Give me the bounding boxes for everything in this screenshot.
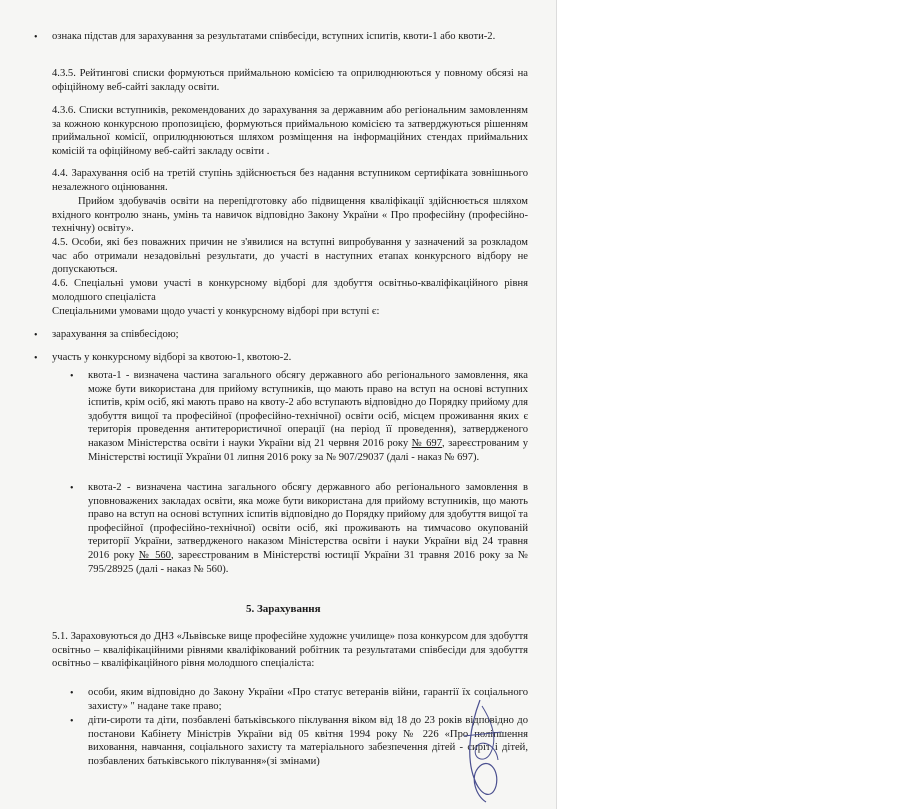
list-item-veterans: особи, яким відповідно до Закону України «Про статус ветеранів війни, гарантії їх соціального захисту» " надане таке право; (88, 687, 528, 712)
quota-2-text: квота-2 - визначена частина загального обсягу державного або регіонального замовлення в уповноважених закладах освіти, яка може бути використана для прийому вступників, що мають право на вступ на основі вступних іспитів відповідно до Порядку прийому для здобуття вищої та професійної (професійно-технічної) освіти осіб, які проживають на тимчасово окупованій території України, затвердженого наказом Міністерства освіти і науки України від 24 травня 2016 року (88, 482, 528, 561)
order-560-link[interactable]: № 560 (138, 549, 171, 561)
quota-1-text-end: , зареєстрованим у Міністерстві юстиції України 01 липня 2016 року за № 907/29037 (далі - наказ № 697). (88, 437, 528, 463)
quota-2-text-end: , зареєстрованим в Міністерстві юстиції України 31 травня 2016 року за № 795/28925 (далі - наказ № 560). (88, 549, 528, 575)
list-item-quota: участь у конкурсному відборі за квотою-1, квотою-2. (52, 352, 292, 363)
handwritten-signature (452, 696, 512, 806)
bullet-dot: • (34, 353, 38, 364)
bullet-dot: • (70, 483, 74, 494)
bullet-dot: • (70, 716, 74, 727)
paragraph-5-1: 5.1. Зараховуються до ДНЗ «Львівське вище професійне художнє училище» поза конкурсом для здобуття освітньо – кваліфікаційними рівнями кваліфікований робітник та результатами співбесіди для здобуття освітньо – кваліфікаційного рівня молодшого спеціаліста: (52, 631, 528, 670)
bullet-dot: • (70, 688, 74, 699)
paragraph-4-3-6: 4.3.6. Списки вступників, рекомендованих до зарахування за державним або регіональним замовленням за кожною конкурсною пропозицією, формуються приймальною комісією та затверджуються рішенням приймальної комісії, оприлюднюються шляхом розміщення на інформаційних стендах приймальних комісій та офіційному веб-сайті закладу освіти . (52, 105, 528, 157)
list-item-orphans: діти-сироти та діти, позбавлені батьківського піклування віком від 18 до 23 років відповідно до постанови Кабінету Міністрів України від 05 квітня 1994 року № 226 «Про поліпшення виховання, навчання, соціального захисту та матеріального забезпечення дітей - сиріт і дітей, позбавлених батьківського піклування»(зі змінами) (88, 715, 528, 767)
paragraph-4-3-5: 4.3.5. Рейтингові списки формуються приймальною комісією та оприлюднюються у повному обсязі на офіційному веб-сайті закладу освіти. (52, 68, 528, 93)
list-item-interview: зарахування за співбесідою; (52, 329, 179, 340)
quota-1-text: квота-1 - визначена частина загального обсягу державного або регіонального замовлення, яка може бути використана для прийому вступників, що мають право на вступ на основі вступних іспитів, крім осіб, які мають право на квоту-2 або вступають відповідно до Порядку прийому для здобуття вищої та професійної (професійно-технічної) освіти осіб, місцем проживання яких є територія проведення антитерористичної операції (на період її проведення), затвердженого наказом Міністерства освіти і науки України від 21 червня 2016 року (88, 370, 528, 449)
order-697-link[interactable]: № 697 (411, 437, 442, 449)
paragraph-grounds-list-item: ознака підстав для зарахування за результатами співбесіди, вступних іспитів, квоти-1 або квоти-2. (52, 31, 496, 42)
bullet-dot: • (70, 371, 74, 382)
paragraph-4-6-conditions: Спеціальними умовами щодо участі у конкурсному відборі при вступі є: (52, 306, 380, 317)
bullet-dot: • (34, 32, 38, 43)
section-heading-enrollment: 5. Зарахування (246, 603, 321, 615)
paragraph-4-6: 4.6. Спеціальні умови участі в конкурсному відборі для здобуття освітньо-кваліфікаційного рівня молодшого спеціаліста (52, 278, 528, 303)
bullet-dot: • (34, 330, 38, 341)
list-item-quota-1 (88, 369, 528, 464)
paragraph-4-5: 4.5. Особи, які без поважних причин не з'явилися на вступні випробування у зазначений за розкладом час або отримали незадовільні результати, до участі в наступних етапах конкурсного відбору не допускаються. (52, 237, 528, 276)
paragraph-4-4-retraining: Прийом здобувачів освіти на перепідготовку або підвищення кваліфікації здійснюється шляхом вхідного контролю знань, умінь та навичок відповідно Закону України « Про професійну (професійно-технічну) освіту». (52, 196, 528, 235)
paragraph-4-4: 4.4. Зарахування осіб на третій ступінь здійснюється без надання вступником сертифіката зовнішнього незалежного оцінювання. (52, 168, 528, 193)
list-item-quota-2 (88, 481, 528, 576)
